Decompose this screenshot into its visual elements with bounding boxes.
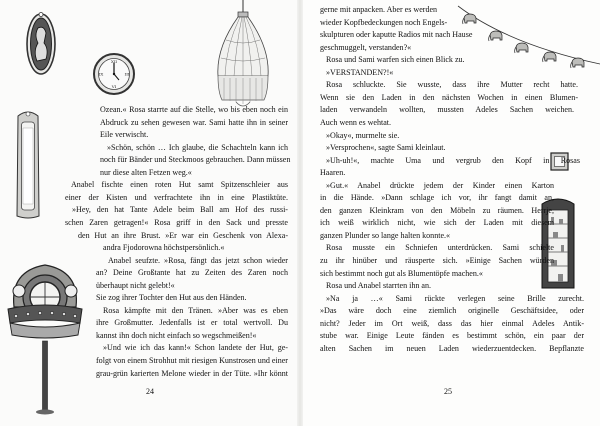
text-line: kannst ihn doch nicht einfach so wegschmeißen!« <box>96 330 257 340</box>
clock-numeral-9: IX <box>98 71 104 77</box>
text-line: sich bestimmt noch gut als Blumentöpfe machen.« <box>320 268 483 278</box>
text-line: Wenn sie den Laden in den nächsten Wochen in einen Blumen- <box>320 92 578 102</box>
text-line: Anabel seufzte. »Rosa, fängt das jetzt schon wieder <box>108 255 288 265</box>
text-line: Haaren. <box>320 168 346 178</box>
text-line: Sie zog ihrer Tochter den Hut aus den Händen. <box>96 293 247 303</box>
text-line: »Das wäre doch eine ziemlich originelle Geschäftsidee, oder <box>320 306 584 316</box>
text-line: grau-grün karierten Melone wieder in der Tüte. »Ihr könnt <box>96 368 288 378</box>
text-line: geschmuggelt, verstanden?« <box>320 42 412 52</box>
text-line: Ozean.« Rosa starrte auf die Stelle, wo bis eben noch ein <box>100 105 288 114</box>
text-line: laden verwandeln wollten, mussten Adeles Sachen weichen. <box>320 105 574 115</box>
text-line: »Na ja …« Sami rückte verlegen seine Brille zurecht. <box>326 293 584 303</box>
cameo-portrait-frame-illustration <box>25 12 57 76</box>
text-line: in die Hände. »Dann schlage ich vor, ihr fangt damit an, <box>320 193 554 203</box>
left-page-number: 24 <box>146 387 154 396</box>
ornate-mirror-illustration <box>15 108 41 220</box>
text-line: ihre Großmutter. Jedenfalls ist er total wertvoll. Du <box>96 318 288 328</box>
diving-helmet-illustration <box>6 237 84 415</box>
right-page-number: 25 <box>444 387 452 396</box>
text-line: gerne mit anpacken. Aber es werden <box>320 5 438 14</box>
text-line: »Schön, schön … Ich glaube, die Schachteln kann ich <box>107 142 288 152</box>
text-line: nur diese alten Fetzen weg.« <box>100 167 192 177</box>
text-line: schen Zaren getragen!« Rosa griff in den Sack und presste <box>65 217 288 227</box>
text-line: Rosa kämpfte mit den Tränen. »Aber was es eben <box>103 305 288 315</box>
text-line: den ganzen Kleinkram von den Möbeln zu räumen. Herrje, <box>320 205 554 215</box>
text-line: ich weiß wirklich nicht, wie sich der Laden mit diesem <box>320 218 554 228</box>
text-line: einer der Kisten und verfrachtete ihn in eine Plastiktüte. <box>65 192 288 202</box>
wall-clock-illustration <box>92 52 136 96</box>
text-line: Rosa musste ein Schniefen unterdrücken. Sami schielte <box>326 243 554 253</box>
text-line: überhaupt nicht gelebt!« <box>96 280 175 290</box>
text-line: skulpturen oder kaputte Radios mit nach Hause <box>320 30 473 40</box>
text-line: Eile verwischt. <box>100 130 149 140</box>
clock-numeral-3: III <box>124 71 130 77</box>
text-line: Abdruck zu sehen gewesen war. Sami hatte ihn in seiner <box>100 117 288 127</box>
text-line: noch für Bänder und Steckmoos gebrauchen. Dann müssen <box>100 155 291 165</box>
text-line: »Hey, den hat Tante Adele beim Ball am Hof des russi- <box>72 205 288 215</box>
text-line: »Und wie ich das kann!« Schon landete der Hut, ge- <box>103 343 288 353</box>
text-line: alten Sachen im neuen Laden wiederzuentdecken. Bepflanzte <box>320 343 584 353</box>
text-line: Rosa schluckte. Sie wusste, dass ihre Mutter recht hatte. <box>326 80 578 90</box>
text-line: zu ihr hinüber und räusperte sich. »Einige Sachen würden <box>320 256 554 265</box>
text-line: wieder Kopfbedeckungen noch Engels- <box>320 17 448 27</box>
text-line: an? Deine Großtante hat zu Zeiten des Zaren noch <box>96 268 288 278</box>
text-line: nicht? Jeder im Ort weiß, dass das hier einmal Adeles Antik- <box>320 318 584 328</box>
clock-numeral-6: VI <box>111 84 117 89</box>
text-line: »Versprochen«, sagte Sami kleinlaut. <box>326 143 446 153</box>
text-line: »Okay«, murmelte sie. <box>326 130 400 140</box>
text-line: folgt von einem Strohhut mit riesigen Kunstrosen und einer <box>96 356 288 365</box>
clock-numeral-12: XII <box>110 59 118 64</box>
text-line: stube war. Einige Leute fänden es bestimmt schön, ein paar der <box>320 331 584 341</box>
text-line: ganzen Plunder so lange halten konnte.« <box>320 230 451 240</box>
chandelier-illustration <box>212 0 274 112</box>
text-line: »VERSTANDEN?!« <box>326 67 394 77</box>
text-line: Rosa und Anabel starrten ihn an. <box>326 281 432 291</box>
text-line: andra Fjodorowna höchstpersönlich.« <box>103 243 225 253</box>
text-line: »Uh-uh!«, machte Uma und vergrub den Kopf in Rosas <box>326 155 580 165</box>
text-line: Auch wenn es wehtat. <box>320 117 392 127</box>
text-line: den Hut an ihre Brust. »Er war ein Geschenk von Alexa- <box>78 230 288 240</box>
text-line: Anabel fischte einen roten Hut samt Spitzenschleier aus <box>71 180 288 190</box>
book-gutter <box>297 0 303 426</box>
text-line: »Gut.« Anabel drückte jedem der Kinder einen Karton <box>326 180 554 190</box>
text-line: Rosa und Sami warfen sich einen Blick zu. <box>326 55 465 65</box>
